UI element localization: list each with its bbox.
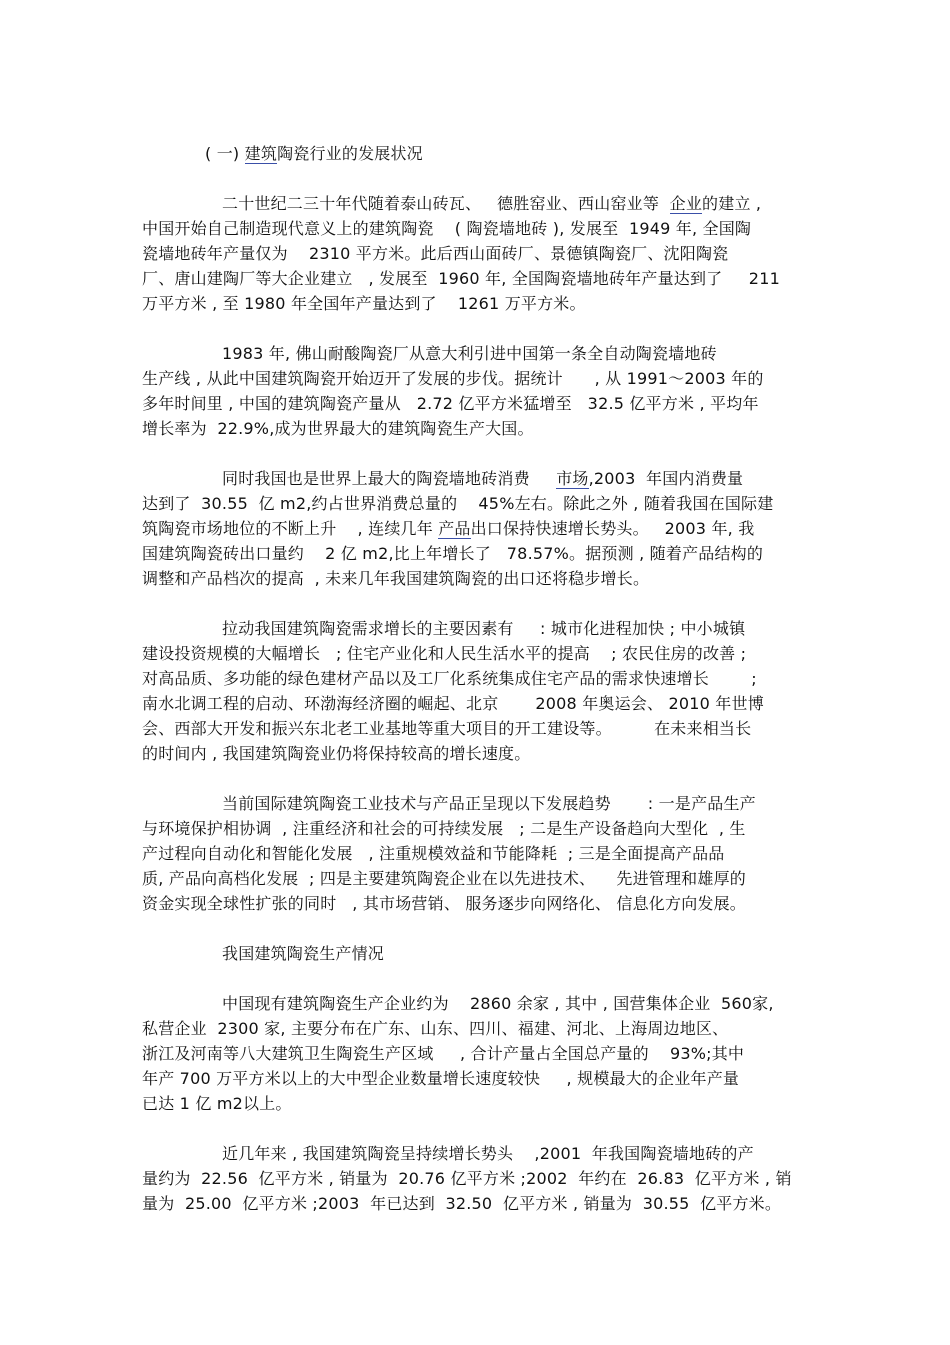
p5-line-4: 质, 产品向高档化发展 ; 四是主要建筑陶瓷企业在以先进技术、 先进管理和雄厚的 xyxy=(142,869,746,888)
p3-line-1 xyxy=(222,468,743,490)
subheading: 我国建筑陶瓷生产情况 xyxy=(222,944,385,963)
p3-line-3 xyxy=(142,518,754,540)
p2-line-4: 增长率为 22.9%,成为世界最大的建筑陶瓷生产大国。 xyxy=(142,419,534,438)
p5-line-3: 产过程向自动化和智能化发展 , 注重规模效益和节能降耗 ; 三是全面提高产品品 xyxy=(142,844,725,863)
link-qiye[interactable]: 企业 xyxy=(669,194,703,213)
p1-text-1a: 二十世纪二三十年代随着泰山砖瓦、 德胜窑业、西山窑业等 xyxy=(222,194,670,213)
p4-line-2: 建设投资规模的大幅增长 ; 住宅产业化和人民生活水平的提高 ; 农民住房的改善 ; xyxy=(142,644,747,663)
p1-text-1b: 的建立 , xyxy=(702,194,762,213)
p4-line-3: 对高品质、多功能的绿色建材产品以及工厂化系统集成住宅产品的需求快速增长 ; xyxy=(142,669,757,688)
p1-line-3: 瓷墙地砖年产量仅为 2310 平方米。此后西山面砖厂、景德镇陶瓷厂、沈阳陶瓷 xyxy=(142,244,729,263)
p5-line-1: 当前国际建筑陶瓷工业技术与产品正呈现以下发展趋势 : 一是产品生产 xyxy=(222,794,756,813)
p4-line-6: 的时间内 , 我国建筑陶瓷业仍将保持较高的增长速度。 xyxy=(142,744,531,763)
p3-text-1b: ,2003 年国内消费量 xyxy=(588,469,744,488)
p7-line-1: 近几年来 , 我国建筑陶瓷呈持续增长势头 ,2001 年我国陶瓷墙地砖的产 xyxy=(222,1144,754,1163)
p5-line-2: 与环境保护相协调 , 注重经济和社会的可持续发展 ; 二是生产设备趋向大型化 , 生 xyxy=(142,819,746,838)
link-chanpin[interactable]: 产品 xyxy=(438,519,471,538)
p1-line-2: 中国开始自己制造现代意义上的建筑陶瓷 ( 陶瓷墙地砖 ), 发展至 1949 年, 全国陶 xyxy=(142,219,752,238)
p7-line-3: 量为 25.00 亿平方米 ;2003 年已达到 32.50 亿平方米 , 销量为 30.55 亿平方米。 xyxy=(142,1194,782,1213)
p7-line-2: 量约为 22.56 亿平方米 , 销量为 20.76 亿平方米 ;2002 年约在 26.83 亿平方米 , 销 xyxy=(142,1169,792,1188)
p4-line-5: 会、西部大开发和振兴东北老工业基地等重大项目的开工建设等。 在未来相当长 xyxy=(142,719,752,738)
p3-line-2: 达到了 30.55 亿 m2,约占世界消费总量的 45%左右。除此之外 , 随着我国在国际建 xyxy=(142,494,774,513)
p6-line-4: 年产 700 万平方米以上的大中型企业数量增长速度较快 , 规模最大的企业年产量 xyxy=(142,1069,740,1088)
p1-line-1 xyxy=(222,193,761,215)
p6-line-1: 中国现有建筑陶瓷生产企业约为 2860 余家 , 其中 , 国营集体企业 560家, xyxy=(222,994,774,1013)
section-title xyxy=(205,143,423,165)
title-prefix: ( 一) xyxy=(205,144,245,163)
p3-text-3a: 筑陶瓷市场地位的不断上升 , 连续几年 xyxy=(142,519,439,538)
p6-line-5: 已达 1 亿 m2以上。 xyxy=(142,1094,292,1113)
p2-line-1: 1983 年, 佛山耐酸陶瓷厂从意大利引进中国第一条全自动陶瓷墙地砖 xyxy=(222,344,717,363)
p4-line-4: 南水北调工程的启动、环渤海经济圈的崛起、北京 2008 年奥运会、 2010 年世博 xyxy=(142,694,764,713)
p2-line-2: 生产线 , 从此中国建筑陶瓷开始迈开了发展的步伐。据统计 , 从 1991～2003 年的 xyxy=(142,369,764,388)
p4-line-1: 拉动我国建筑陶瓷需求增长的主要因素有 : 城市化进程加快 ; 中小城镇 xyxy=(222,619,746,638)
p3-line-4: 国建筑陶瓷砖出口量约 2 亿 m2,比上年增长了 78.57%。据预测 , 随着产品结构的 xyxy=(142,544,764,563)
p2-line-3: 多年时间里 , 中国的建筑陶瓷产量从 2.72 亿平方米猛增至 32.5 亿平方米 , 平均年 xyxy=(142,394,759,413)
p1-line-4: 厂、唐山建陶厂等大企业建立 , 发展至 1960 年, 全国陶瓷墙地砖年产量达到了 211 xyxy=(142,269,780,288)
title-suffix: 陶瓷行业的发展状况 xyxy=(277,144,423,163)
p3-text-1a: 同时我国也是世界上最大的陶瓷墙地砖消费 xyxy=(222,469,557,488)
link-shichang[interactable]: 市场 xyxy=(556,469,589,488)
p3-text-3b: 出口保持快速增长势头。 2003 年, 我 xyxy=(470,519,755,538)
link-jianzhu[interactable]: 建筑 xyxy=(244,144,278,163)
p3-line-5: 调整和产品档次的提高 , 未来几年我国建筑陶瓷的出口还将稳步增长。 xyxy=(142,569,650,588)
p6-line-2: 私营企业 2300 家, 主要分布在广东、山东、四川、福建、河北、上海周边地区、 xyxy=(142,1019,729,1038)
p6-line-3: 浙江及河南等八大建筑卫生陶瓷生产区域 , 合计产量占全国总产量的 93%;其中 xyxy=(142,1044,745,1063)
p5-line-5: 资金实现全球性扩张的同时 , 其市场营销、 服务逐步向网络化、 信息化方向发展。 xyxy=(142,894,747,913)
p1-line-5: 万平方米 , 至 1980 年全国年产量达到了 1261 万平方米。 xyxy=(142,294,586,313)
